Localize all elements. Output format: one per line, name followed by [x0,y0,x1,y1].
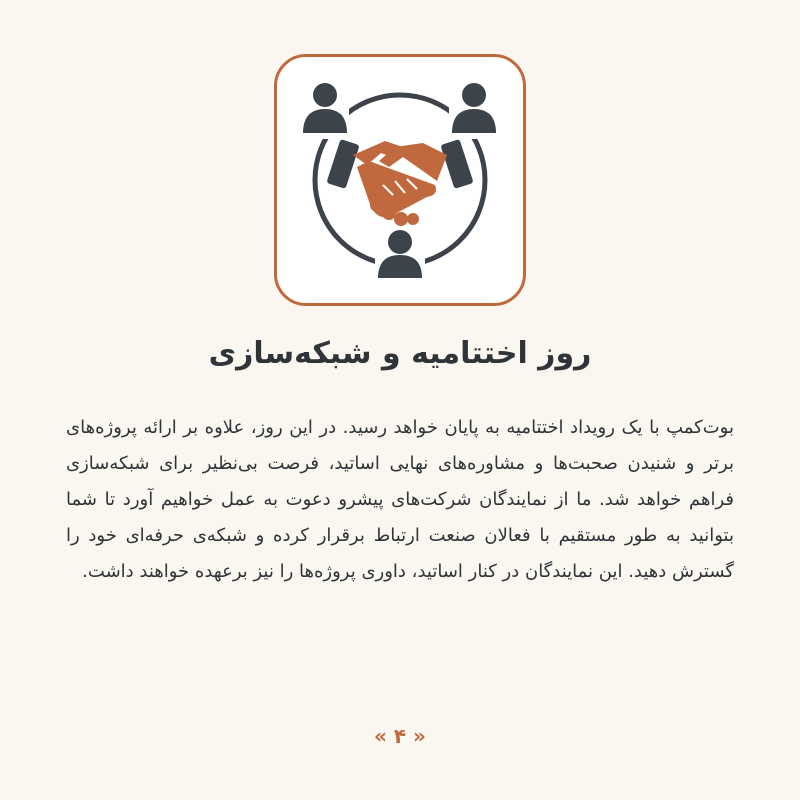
page-title: روز اختتامیه و شبکه‌سازی [208,336,592,371]
body-paragraph: بوت‌کمپ با یک رویداد اختتامیه به پایان خواهد رسید. در این روز، علاوه بر ارائه پروژه‌های برتر و شنیدن صحبت‌ها و مشاوره‌های نهایی اساتید، فرصت بی‌نظیر برای شبکه‌سازی فراهم خواهد شد. ما از نمایندگان شرکت‌های پیشرو دعوت به عمل خواهیم آورد تا شما بتوانید به طور مستقیم با فعالان صنعت ارتباط برقرار کرده و شبکه‌ی حرفه‌ای خود را گسترش دهید. این نمایندگان در کنار اساتید، داوری پروژه‌ها را نیز برعهده خواهند داشت. [66,417,734,582]
person-icon-bottom [375,230,425,281]
person-icon-top-left [299,83,349,139]
left-cuff [326,139,359,189]
right-cuff [440,139,473,189]
handshake-network-icon [277,57,523,303]
person-icon-top-right [449,83,501,139]
handshake [353,141,447,226]
icon-card [274,54,526,306]
page-number: « ۴ » [374,724,426,748]
